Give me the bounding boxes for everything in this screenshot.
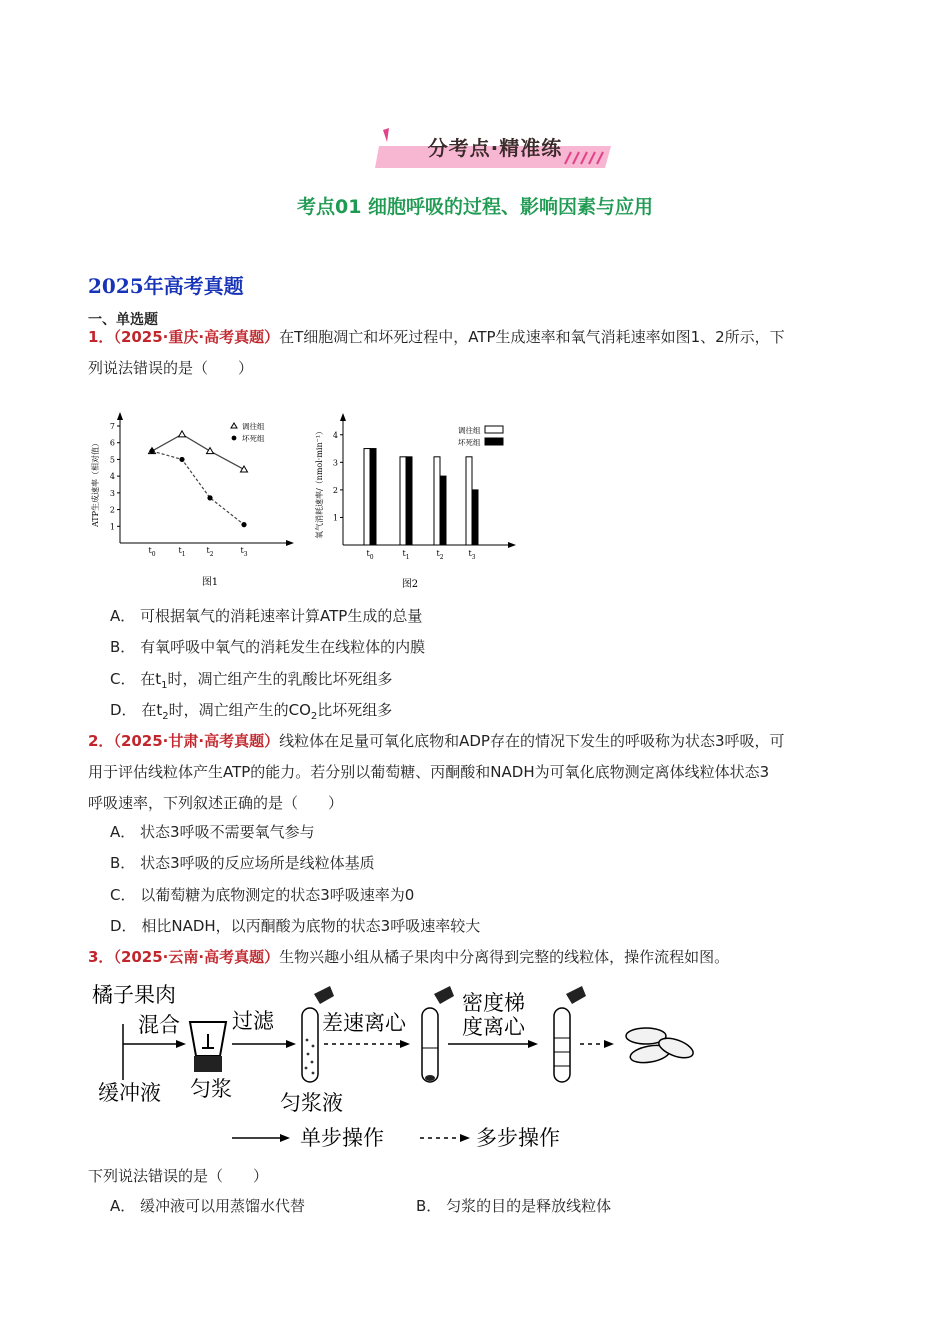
- pour-icon: [434, 986, 454, 1004]
- question-text: 呼吸速率，下列叙述正确的是（ ）: [88, 794, 344, 812]
- legend-swatch: [485, 438, 503, 445]
- question-source: （2025·甘肃·高考真题）: [113, 732, 280, 750]
- legend-marker: [232, 436, 237, 441]
- homogenate-label: 匀浆液: [280, 1091, 343, 1115]
- question-1-stem: [88, 322, 866, 384]
- homogenize-label: 匀浆: [190, 1077, 232, 1101]
- option-a: A． 可根据氧气的消耗速率计算ATP生成的总量: [110, 607, 423, 625]
- legend-multi-step: 多步操作: [476, 1126, 560, 1150]
- y-tick-label: 2: [332, 485, 338, 495]
- bar: [434, 457, 440, 545]
- legend-label: 调往组: [242, 422, 265, 431]
- buffer-label: 缓冲液: [98, 1081, 161, 1105]
- x-tick-label: $t_0$: [366, 549, 374, 561]
- y-tick-label: 3: [109, 488, 115, 498]
- chart-title: 图1: [201, 577, 219, 588]
- question-text: 用于评估线粒体产生ATP的能力。若分别以葡萄糖、丙酮酸和NADH为可氧化底物测定离体线粒体状态3: [88, 763, 770, 781]
- figure-1-chart: [88, 408, 298, 593]
- density-label-2: 度离心: [462, 1015, 525, 1039]
- x-tick-label: $t_0$: [148, 546, 156, 558]
- data-point-dot: [149, 448, 154, 453]
- series-line: [152, 434, 244, 469]
- data-point-triangle: [207, 448, 214, 454]
- x-tick-label: $t_1$: [402, 549, 410, 561]
- option-d: D． 相比NADH，以丙酮酸为底物的状态3呼吸速率较大: [110, 917, 481, 935]
- legend-swatch: [485, 426, 503, 433]
- pour-icon: [566, 986, 586, 1004]
- tube-gradient-icon: [554, 1008, 570, 1082]
- y-tick-label: 1: [332, 513, 338, 523]
- data-point-dot: [179, 457, 184, 462]
- option-b: B． 状态3呼吸的反应场所是线粒体基质: [110, 854, 375, 872]
- tube-homogenate-icon: [302, 1008, 318, 1082]
- x-tick-label: $t_2$: [206, 546, 214, 558]
- tube-pellet-icon: [422, 1008, 438, 1082]
- y-tick-label: 6: [109, 438, 115, 448]
- data-point-triangle: [179, 431, 186, 437]
- option-c: C． 以葡萄糖为底物测定的状态3呼吸速率为0: [110, 886, 415, 904]
- diff-centrifuge-label: 差速离心: [322, 1011, 406, 1035]
- figure-2-chart: [310, 405, 530, 595]
- bar: [466, 457, 472, 545]
- question-text: 在T细胞凋亡和坏死过程中，ATP生成速率和氧气消耗速率如图1、2所示，下: [279, 328, 785, 346]
- legend-single-step: 单步操作: [300, 1126, 384, 1150]
- option-a: A． 缓冲液可以用蒸馏水代替: [110, 1197, 306, 1215]
- y-tick-label: 4: [109, 472, 115, 482]
- x-tick-label: $t_3$: [240, 546, 248, 558]
- question-text: 线粒体在足量可氧化底物和ADP存在的情况下发生的呼吸称为状态3呼吸，可: [279, 732, 785, 750]
- x-tick-label: $t_3$: [468, 549, 476, 561]
- material-label: 橘子果肉: [92, 983, 176, 1007]
- legend-marker: [231, 423, 237, 428]
- x-tick-label: $t_2$: [436, 549, 444, 561]
- y-axis-label: 氧气消耗速率/（nmol·min⁻¹）: [315, 426, 324, 540]
- flow-diagram: [90, 978, 710, 1158]
- density-label-1: 密度梯: [462, 991, 525, 1015]
- bar: [370, 449, 376, 545]
- question-3-stem-2: 下列说法错误的是（ ）: [88, 1167, 269, 1185]
- data-point-dot: [207, 495, 212, 500]
- mix-label: 混合: [138, 1013, 180, 1037]
- question-3-stem: [88, 942, 866, 973]
- question-source: （2025·云南·高考真题）: [113, 948, 280, 966]
- y-tick-label: 3: [332, 458, 338, 468]
- question-text: 生物兴趣小组从橘子果肉中分离得到完整的线粒体，操作流程如图。: [279, 948, 730, 966]
- section-title: 2025年高考真题: [88, 274, 244, 298]
- question-number: 2．: [88, 732, 114, 750]
- bar: [472, 490, 478, 545]
- bar: [400, 457, 406, 545]
- x-tick-label: $t_1$: [178, 546, 186, 558]
- bar: [440, 476, 446, 545]
- question-2-stem: [88, 726, 866, 819]
- y-tick-label: 5: [109, 455, 115, 465]
- question-number: 1．: [88, 328, 114, 346]
- subsection-title: 一、单选题: [88, 312, 158, 328]
- banner-label: 分考点·精准练: [427, 136, 563, 160]
- option-b: B． 匀浆的目的是释放线粒体: [416, 1197, 612, 1215]
- option-c: C． 在$t_1$时，凋亡组产生的乳酸比坏死组多: [110, 670, 393, 691]
- bar: [364, 449, 370, 545]
- y-tick-label: 1: [109, 522, 115, 532]
- option-b: B． 有氧呼吸中氧气的消耗发生在线粒体的内膜: [110, 638, 426, 656]
- y-tick-label: 2: [109, 505, 115, 515]
- y-axis-label: ATP生成速率（相对值）: [91, 438, 100, 528]
- question-source: （2025·重庆·高考真题）: [113, 328, 280, 346]
- question-text: 列说法错误的是（ ）: [88, 359, 254, 377]
- y-tick-label: 4: [332, 430, 338, 440]
- mitochondria-icon: [626, 1028, 696, 1065]
- legend-label: 调往组: [458, 426, 481, 435]
- topic-title: 考点01 细胞呼吸的过程、影响因素与应用: [296, 196, 654, 218]
- legend-label: 坏死组: [458, 438, 481, 447]
- option-d: D． 在$t_2$时，凋亡组产生的$CO_2$比坏死组多: [110, 701, 393, 722]
- filter-label: 过滤: [232, 1009, 274, 1033]
- option-a: A． 状态3呼吸不需要氧气参与: [110, 823, 315, 841]
- chart-title: 图2: [401, 579, 419, 590]
- data-point-dot: [241, 522, 246, 527]
- question-number: 3．: [88, 948, 114, 966]
- data-point-triangle: [241, 466, 248, 472]
- pour-icon: [314, 986, 334, 1004]
- bar: [406, 457, 412, 545]
- legend-label: 坏死组: [242, 434, 265, 443]
- blender-icon: [190, 1022, 226, 1072]
- y-tick-label: 7: [109, 422, 115, 431]
- section-banner: [375, 126, 615, 170]
